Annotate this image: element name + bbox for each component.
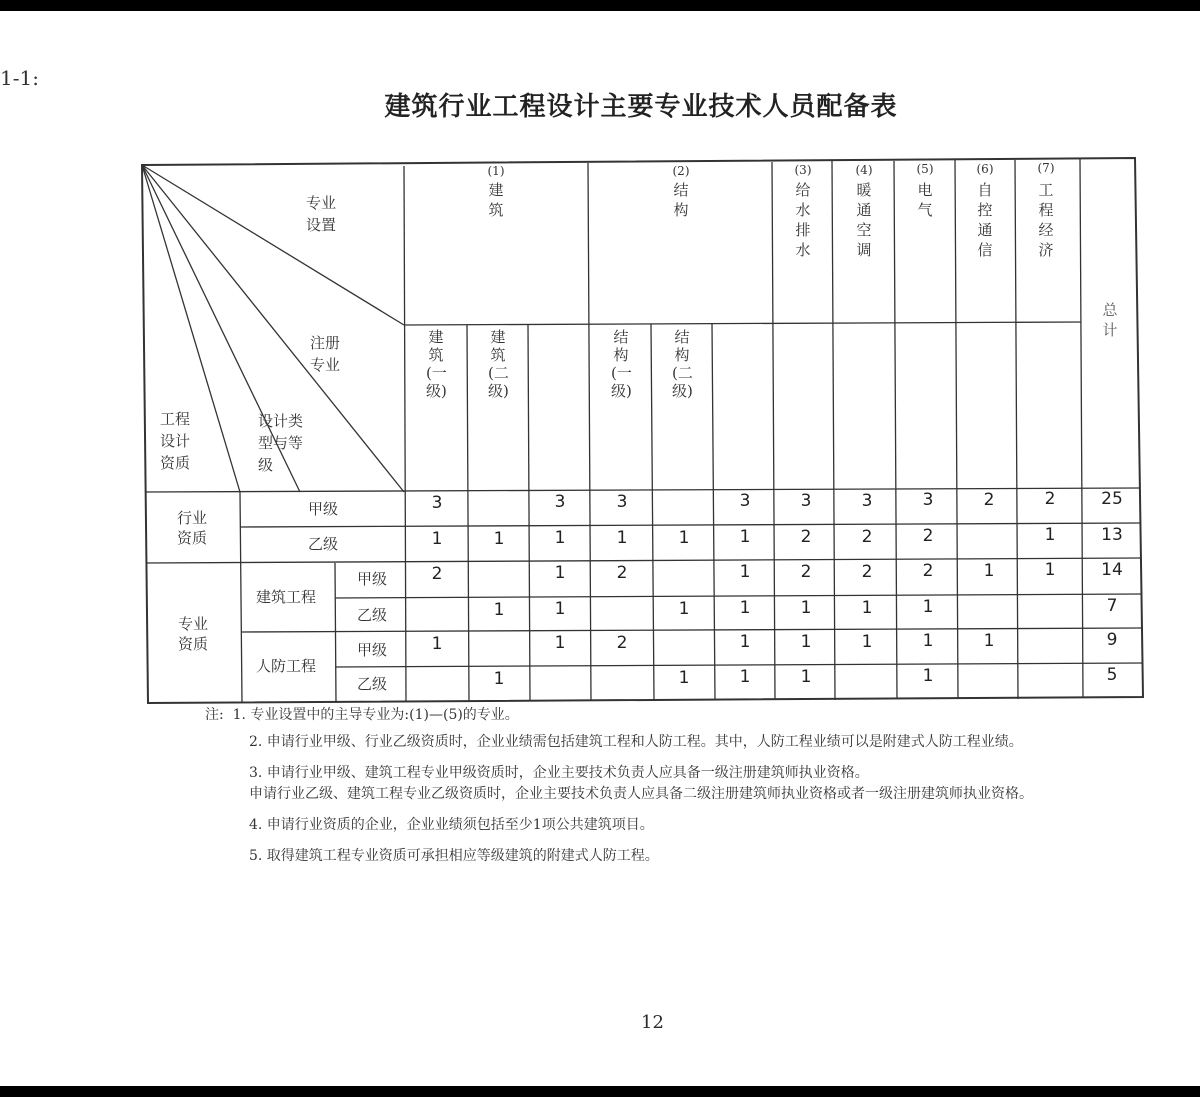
specialty-name-5: 电气 bbox=[917, 181, 933, 219]
table-title: 建筑行业工程设计主要专业技术人员配备表 bbox=[384, 92, 898, 122]
table-cell: 1 bbox=[800, 632, 812, 652]
grade-a-civil-defense: 甲级 bbox=[357, 641, 388, 659]
table-cell: 1 bbox=[739, 562, 751, 582]
specialty-name-2: 结构 bbox=[673, 181, 689, 219]
group-specialty: 专业资质 bbox=[178, 615, 209, 653]
corner-qualification: 工程设计资质 bbox=[160, 410, 191, 472]
subgroup-civil-defense: 人防工程 bbox=[256, 657, 317, 675]
grade-a-industry: 甲级 bbox=[308, 500, 339, 518]
table-cell: 3 bbox=[431, 493, 443, 513]
specialty-num-5: (5) bbox=[916, 162, 934, 176]
table-cell: 1 bbox=[554, 528, 566, 548]
table-cell: 1 bbox=[800, 598, 812, 618]
table-cell: 1 bbox=[739, 598, 751, 618]
table-cell: 1 bbox=[678, 668, 690, 688]
table-cell: 2 bbox=[861, 562, 873, 582]
table-cell: 1 bbox=[554, 599, 566, 619]
note-3b: 申请行业乙级、建筑工程专业乙级资质时，企业主要技术负责人应具备二级注册建筑师执业资格或者一级注册建筑师执业资格。 bbox=[249, 786, 1033, 802]
table-cell: 1 bbox=[739, 632, 751, 652]
registered-header-4: 结构(一级) bbox=[611, 328, 632, 400]
table-cell: 2 bbox=[616, 563, 628, 583]
notes bbox=[205, 705, 1145, 877]
table-cell: 1 bbox=[554, 633, 566, 653]
table-cell: 2 bbox=[1044, 489, 1056, 509]
table-cell: 1 bbox=[1044, 525, 1056, 545]
page-number: 12 bbox=[641, 1012, 664, 1033]
table-cell: 1 bbox=[493, 529, 505, 549]
table-cell: 3 bbox=[861, 491, 873, 511]
table-cell: 1 bbox=[861, 632, 873, 652]
corner-registered-specialty: 注册专业 bbox=[310, 334, 341, 374]
specialty-num-7: (7) bbox=[1037, 161, 1055, 175]
table-cell: 1 bbox=[922, 631, 934, 651]
table-cell: 2 bbox=[922, 526, 934, 546]
specialty-num-2: (2) bbox=[672, 164, 690, 178]
specialty-num-1: (1) bbox=[487, 164, 505, 178]
table-cell: 3 bbox=[922, 490, 934, 510]
table-cell: 1 bbox=[739, 527, 751, 547]
table-cell: 1 bbox=[1044, 560, 1056, 580]
registered-header-1: 建筑(一级) bbox=[426, 328, 447, 400]
subgroup-building: 建筑工程 bbox=[256, 588, 317, 606]
table-cell: 1 bbox=[616, 528, 628, 548]
table-cell: 1 bbox=[431, 634, 443, 654]
table-cell: 1 bbox=[678, 528, 690, 548]
table-cell: 2 bbox=[800, 562, 812, 582]
table-cell: 2 bbox=[861, 527, 873, 547]
table-cell: 1 bbox=[922, 666, 934, 686]
specialty-num-4: (4) bbox=[855, 163, 873, 177]
specialty-name-7: 工程经济 bbox=[1038, 181, 1054, 259]
specialty-name-4: 暖通空调 bbox=[856, 181, 872, 259]
table-cell: 1 bbox=[431, 529, 443, 549]
group-industry: 行业资质 bbox=[177, 509, 208, 547]
table-cell: 3 bbox=[554, 492, 566, 512]
specialty-num-6: (6) bbox=[976, 162, 994, 176]
table-cell: 5 bbox=[1106, 665, 1118, 685]
table-cell: 3 bbox=[800, 491, 812, 511]
table-cell: 1 bbox=[739, 667, 751, 687]
specialty-num-3: (3) bbox=[794, 163, 812, 177]
grade-b-industry: 乙级 bbox=[308, 535, 339, 553]
table-cell: 25 bbox=[1101, 489, 1123, 509]
table-cell: 1 bbox=[493, 669, 505, 689]
specialty-name-6: 自控通信 bbox=[977, 181, 993, 259]
page-label: 1-1: bbox=[0, 66, 39, 90]
specialty-name-1: 建筑 bbox=[488, 181, 504, 219]
note-4: 4. 申请行业资质的企业，企业业绩须包括至少1项公共建筑项目。 bbox=[249, 817, 654, 833]
corner-design-type: 设计类型与等级 bbox=[258, 412, 304, 474]
note-1: 注: 1. 专业设置中的主导专业为:(1)—(5)的专业。 bbox=[205, 707, 519, 723]
table-cell: 1 bbox=[800, 667, 812, 687]
table-cell: 2 bbox=[431, 564, 443, 584]
table-cell: 3 bbox=[739, 491, 751, 511]
registered-header-5: 结构(二级) bbox=[672, 328, 693, 400]
table-cell: 1 bbox=[861, 598, 873, 618]
grade-b-building: 乙级 bbox=[357, 606, 388, 624]
table-cell: 2 bbox=[800, 527, 812, 547]
table-cell: 1 bbox=[678, 599, 690, 619]
table-cell: 1 bbox=[554, 563, 566, 583]
grade-b-civil-defense: 乙级 bbox=[357, 675, 388, 693]
grade-a-building: 甲级 bbox=[357, 570, 388, 588]
table-cell: 7 bbox=[1106, 596, 1118, 616]
specialty-name-3: 给水排水 bbox=[795, 181, 811, 259]
table-cell: 1 bbox=[493, 600, 505, 620]
note-5: 5. 取得建筑工程专业资质可承担相应等级建筑的附建式人防工程。 bbox=[249, 848, 659, 864]
table-cell: 1 bbox=[922, 597, 934, 617]
table-cell: 13 bbox=[1101, 525, 1123, 545]
corner-specialty-setting: 专业设置 bbox=[306, 194, 337, 234]
table-cell: 1 bbox=[983, 561, 995, 581]
note-2: 2. 申请行业甲级、行业乙级资质时，企业业绩需包括建筑工程和人防工程。其中，人防工程业绩可以是附建式人防工程业绩。 bbox=[249, 734, 1023, 750]
table-cell: 2 bbox=[983, 490, 995, 510]
table-cell: 9 bbox=[1106, 630, 1118, 650]
table-cell: 1 bbox=[983, 631, 995, 651]
table-cell: 2 bbox=[922, 561, 934, 581]
table-cell: 2 bbox=[616, 633, 628, 653]
total-header: 总计 bbox=[1102, 301, 1118, 339]
notes-label: 注: bbox=[205, 707, 224, 723]
registered-header-2: 建筑(二级) bbox=[488, 328, 509, 400]
table-cell: 14 bbox=[1101, 560, 1123, 580]
table-cell: 3 bbox=[616, 492, 628, 512]
note-3: 3. 申请行业甲级、建筑工程专业甲级资质时，企业主要技术负责人应具备一级注册建筑师执业资格。 bbox=[249, 765, 869, 781]
